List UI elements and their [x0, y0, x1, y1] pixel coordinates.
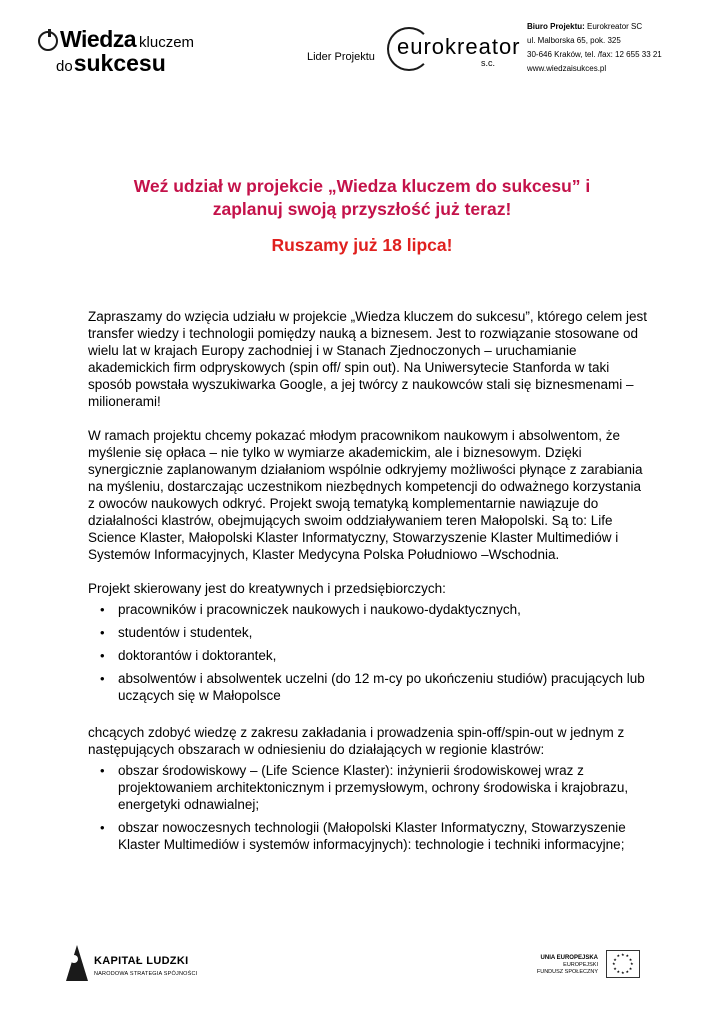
office-website[interactable]: www.wiedzaisukces.pl	[527, 64, 607, 73]
paragraph-intro: Zapraszamy do wzięcia udziału w projekcie „Wiedza kluczem do sukcesu”, którego celem jest transfer wiedzy i technologii pomiędzy nauką a biznesem. Jest to rozwiązanie stosowane od wielu lat w krajach Europy zachodniej i w Stanach Zjednoczonych – uruchamianie akademickich firm odpryskowych (spin off/ spin out). Na Uniwersytecie Stanforda w taki sposób powstała wyszukiwarka Google, a jej twórcy z naukowców stali się biznesmenami – milionerami!	[88, 309, 647, 409]
office-address-line1: ul. Malborska 65, pok. 325	[527, 36, 621, 45]
eurokreator-logo	[387, 27, 521, 75]
bullet-icon: •	[100, 763, 105, 778]
office-label: Biuro Projektu:	[527, 22, 585, 31]
eu-line3: FUNDUSZ SPOŁECZNY	[536, 969, 598, 975]
list-item-text: absolwentów i absolwentek uczelni (do 12 m-cy po ukończeniu studiów) pracujących lub uczących się w Małopolsce	[118, 671, 645, 703]
list-item	[88, 819, 648, 853]
eu-star-icon: ★	[621, 952, 625, 957]
eu-star-icon: ★	[628, 956, 633, 962]
list-item	[88, 670, 648, 704]
power-circle-icon	[38, 31, 58, 51]
eu-flag-icon	[606, 950, 640, 978]
lider-projektu-label: Lider Projektu	[307, 51, 375, 63]
eu-star-icon: ★	[630, 961, 634, 966]
paragraph-project-goals: W ramach projektu chcemy pokazać młodym pracownikom naukowym i absolwentom, że myślenie się opłaca – nie tylko w wymiarze akademickim, ale i biznesowym. Dzięki synergicznie zaplanowanym działaniom wspólnie odkryjemy możliwości płynące z zarabiania na myśleniu, dostarczając uczestnikom niezbędnych kompetencji do odważnego korzystania z owoców naukowych odkryć. Projekt swoją tematyką komplementarnie nawiązuje do działalności klastrów, obejmujących swoim oddziaływaniem teren Małopolski. Są to: Life Science Klaster, Małopolski Klaster Informatyczny, Stowarzyszenie Klaster Multimediów i Systemów Informacyjnych, Klaster Medycyna Polska Południowo –Wschodnia.	[88, 428, 643, 562]
bullet-icon: •	[100, 671, 105, 686]
eu-text-block	[537, 955, 598, 976]
list-item-text: doktorantów i doktorantek,	[118, 648, 277, 663]
paragraph-target-intro: Projekt skierowany jest do kreatywnych i przedsiębiorczych:	[88, 581, 446, 596]
logo-word-sukcesu: sukcesu	[73, 50, 166, 76]
office-name: Eurokreator SC	[587, 22, 643, 31]
wiedza-kluczem-logo	[38, 26, 195, 76]
eu-line2: EUROPEJSKI	[563, 962, 598, 968]
eurokreator-suffix: s.c.	[481, 58, 496, 68]
eu-star-icon: ★	[616, 953, 621, 959]
page-title-line2: zaplanuj swoją przyszłość już teraz!	[212, 199, 512, 219]
eu-star-icon: ★	[625, 968, 630, 974]
body-text	[88, 308, 648, 859]
list-item	[88, 647, 648, 664]
eu-star-icon: ★	[613, 965, 617, 971]
logo-word-do: do	[56, 58, 73, 75]
eu-star-icon: ★	[613, 956, 617, 962]
eu-logo	[520, 950, 640, 986]
target-group-list	[88, 601, 648, 704]
list-item-text: obszar nowoczesnych technologii (Małopolski Klaster Informatyczny, Stowarzyszenie Klaster Multimediów i systemów informacyjnych): technologie i techniki informacyjne;	[118, 820, 626, 852]
eu-star-icon: ★	[616, 968, 621, 974]
logo-word-kluczem: kluczem	[139, 34, 195, 51]
eu-star-icon: ★	[628, 965, 633, 971]
eu-star-icon: ★	[621, 970, 625, 975]
office-address-block	[527, 20, 662, 76]
list-item	[88, 624, 648, 641]
bullet-icon: •	[100, 625, 105, 640]
eu-line1: UNIA EUROPEJSKA	[540, 955, 598, 961]
list-item-text: obszar środowiskowy – (Life Science Klaster): inżynierii środowiskowej wraz z projektowaniem architektonicznym i przemysłowym, ochrony środowiska i krajobrazu, energetyki odnawialnej;	[118, 763, 629, 812]
bullet-icon: •	[100, 820, 105, 835]
bullet-icon: •	[100, 648, 105, 663]
kapital-ludzki-subtitle: NARODOWA STRATEGIA SPÓJNOŚCI	[94, 971, 198, 977]
page-title-line1: Weź udział w projekcie „Wiedza kluczem do sukcesu” i	[133, 176, 591, 196]
list-item	[88, 762, 648, 813]
kapital-ludzki-logo	[66, 945, 246, 989]
kapital-ludzki-emblem-icon	[66, 945, 88, 981]
bullet-icon: •	[100, 602, 105, 617]
list-item-text: studentów i studentek,	[118, 625, 253, 640]
eu-star-icon: ★	[625, 953, 630, 959]
office-address-line2: 30-646 Kraków, tel. /fax: 12 655 33 21	[527, 50, 662, 59]
paragraph-areas-intro: chcących zdobyć wiedzę z zakresu zakładania i prowadzenia spin-off/spin-out w jednym z następujących obszarach w odniesieniu do działających w regionie klastrów:	[88, 725, 625, 757]
page-title	[0, 175, 724, 221]
kapital-ludzki-title: KAPITAŁ LUDZKI	[94, 955, 189, 967]
page-subtitle: Ruszamy już 18 lipca!	[271, 235, 453, 255]
eurokreator-name: eurokreator	[397, 34, 521, 59]
eu-star-icon: ★	[612, 961, 616, 966]
kapital-ludzki-emblem-dot	[70, 955, 78, 963]
areas-list	[88, 762, 648, 853]
list-item	[88, 601, 648, 618]
list-item-text: pracowników i pracowniczek naukowych i naukowo-dydaktycznych,	[118, 602, 521, 617]
logo-word-wiedza: Wiedza	[60, 26, 137, 52]
